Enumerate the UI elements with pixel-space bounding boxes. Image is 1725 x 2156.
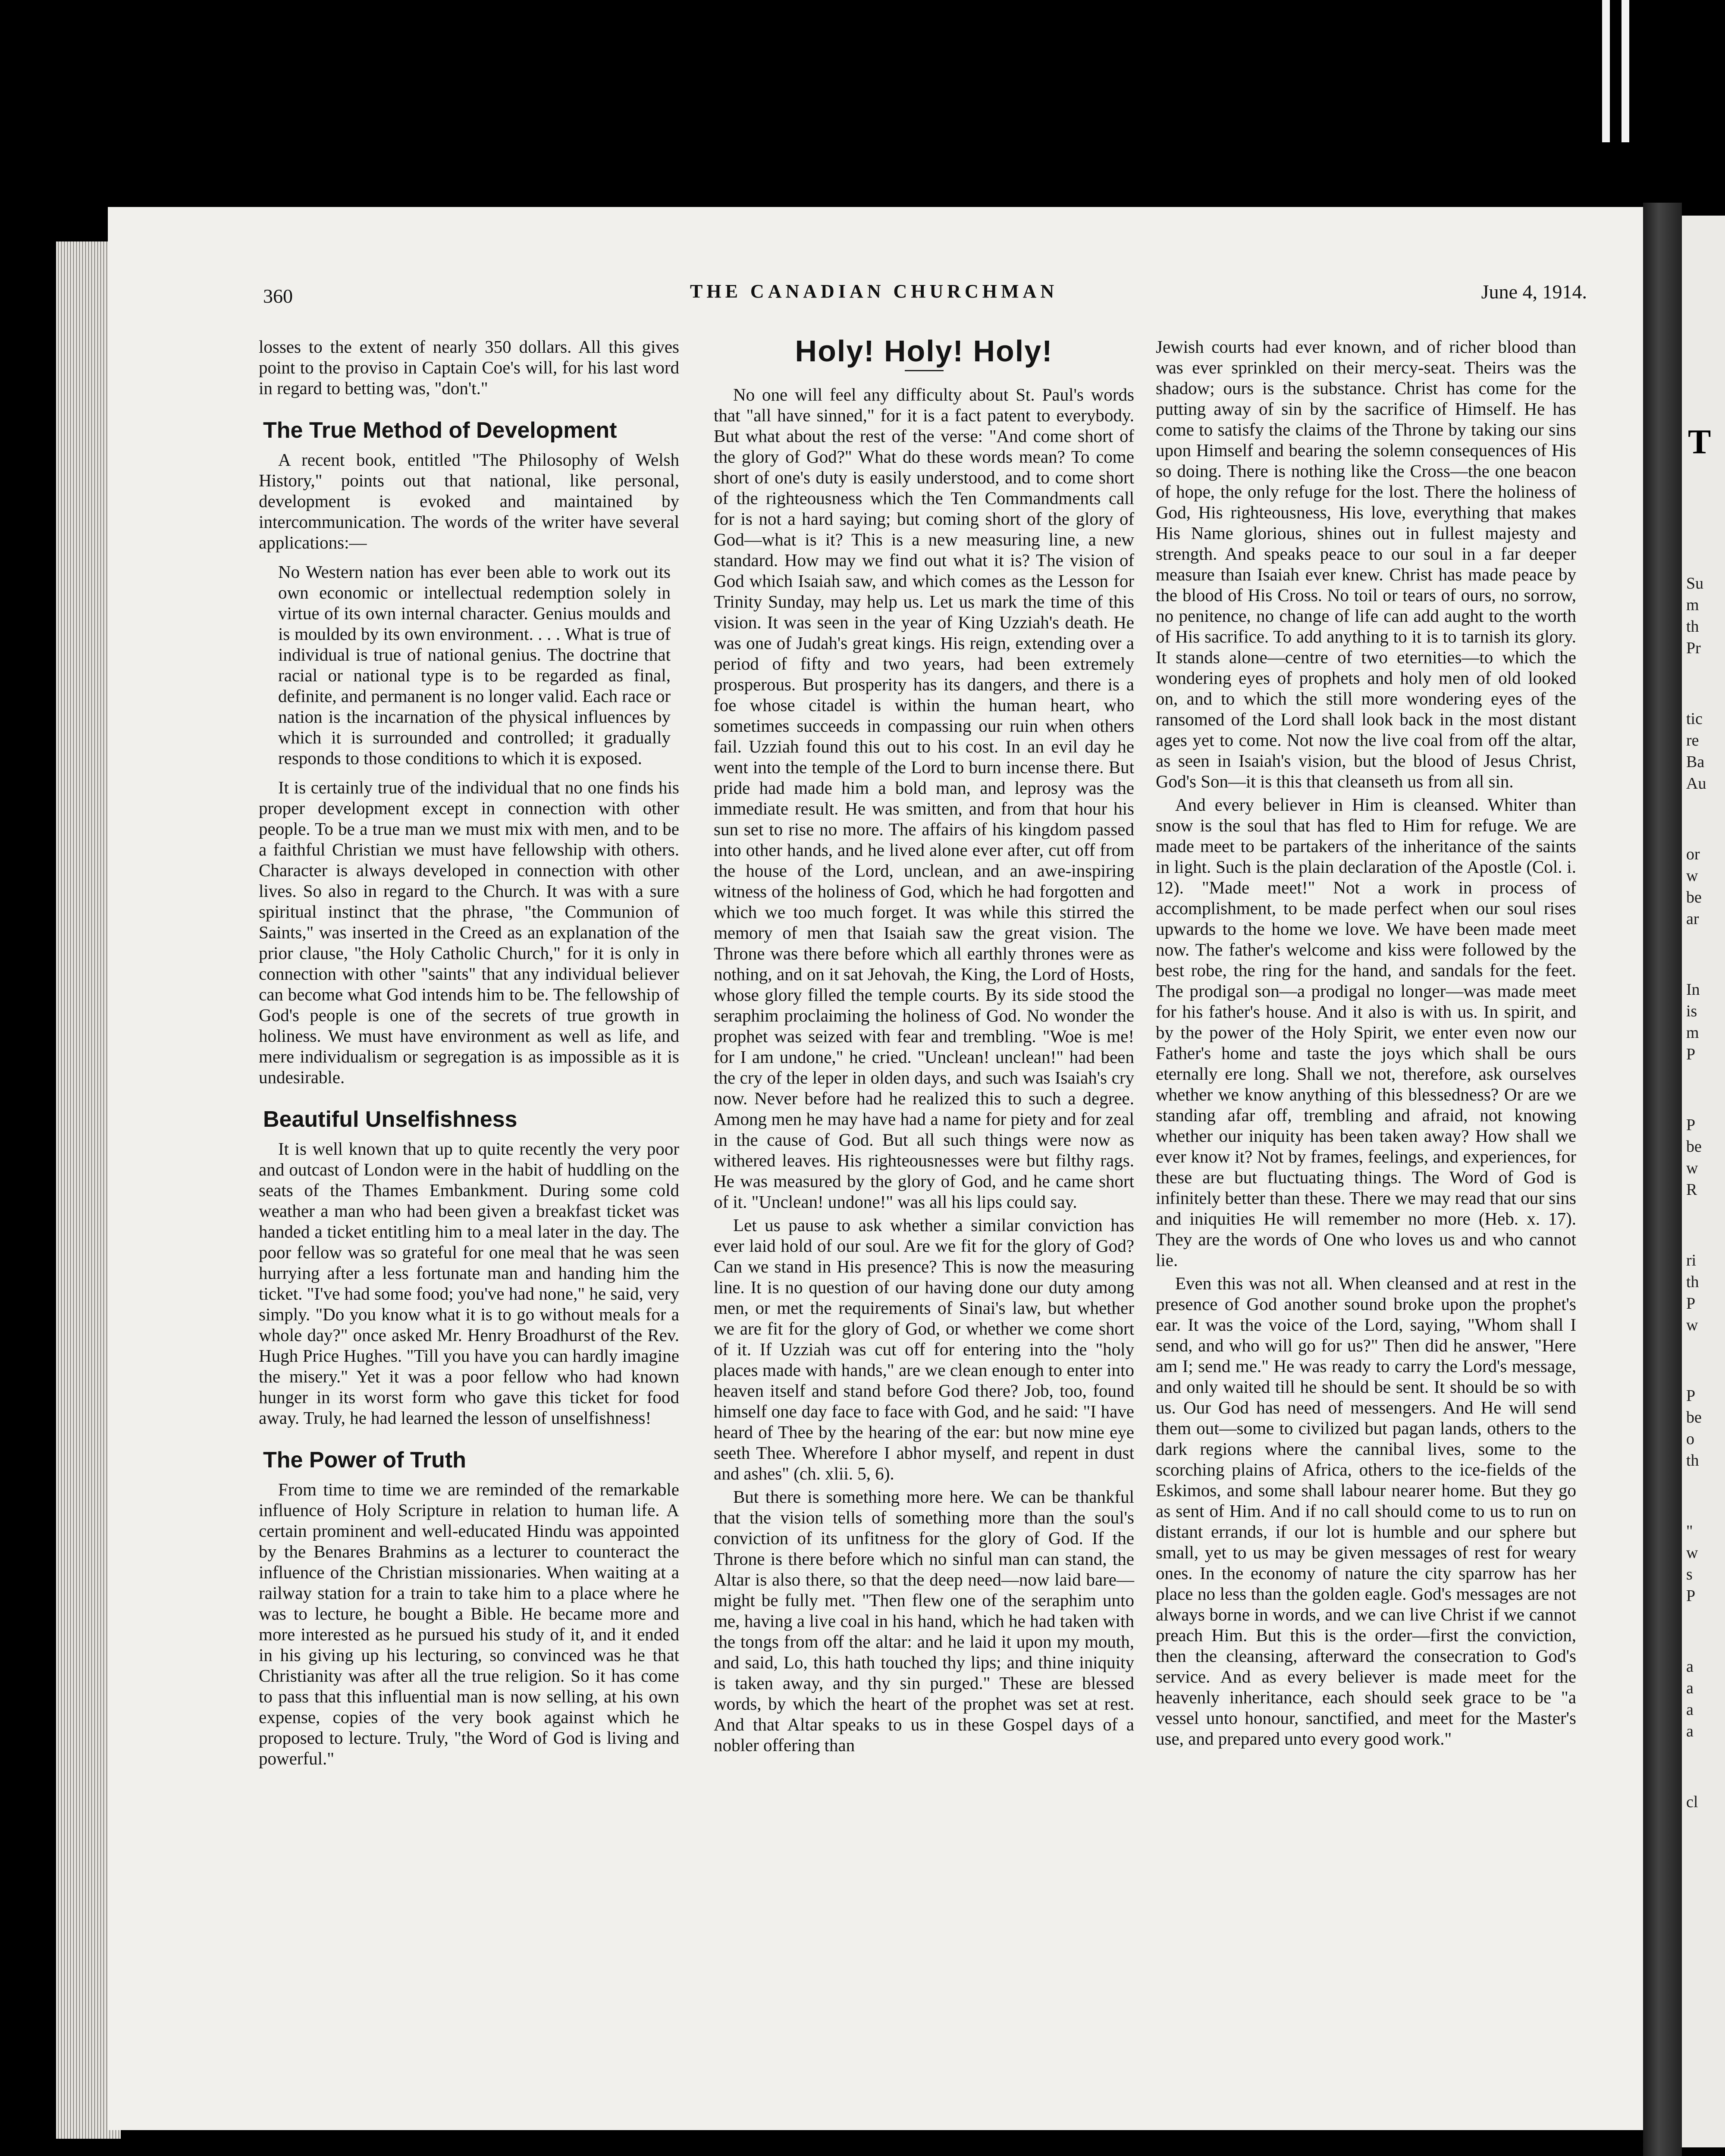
adjacent-page-line-fragment: be xyxy=(1686,888,1702,906)
adjacent-page-line-fragment: a xyxy=(1686,1679,1694,1697)
adjacent-page-line-fragment: th xyxy=(1686,1273,1699,1291)
adjacent-page-heading: T xyxy=(1688,423,1711,461)
paragraph: It is well known that up to quite recently the very poor and outcast of London were in the habit of huddling on the seats of the Thames Embankment. During some cold weather a man who had been given a breakfast ticket was handed a ticket entitling him to a meal later in the day. The poor fellow was so grateful for one meal that he was seen hurrying after a less fortunate man and handing him the ticket. "I've had some food; you've had none," he said, very simply. "Do you know what it is to go without meals for a whole day?" once asked Mr. Henry Broadhurst of the Rev. Hugh Price Hughes. "Till you have you can hardly imagine the misery." Yet it was a poor fellow who had known hunger in its worst form who gave this ticket for food away. Truly, he had learned the lesson of unselfishness! xyxy=(259,1139,679,1428)
adjacent-page-line-fragment: m xyxy=(1686,1024,1699,1042)
binding-bar xyxy=(1622,0,1629,142)
adjacent-page-line-fragment: P xyxy=(1686,1116,1696,1134)
adjacent-page-line-fragment: Ba xyxy=(1686,753,1705,771)
intro-paragraph: losses to the extent of nearly 350 dollars. All this gives point to the proviso in Captain Coe's will, for his last word in regard to betting was, "don't." xyxy=(259,337,679,398)
adjacent-page-fragment xyxy=(1682,216,1725,2147)
adjacent-page-line-fragment: P xyxy=(1686,1294,1696,1313)
book-gutter xyxy=(1643,203,1682,2156)
adjacent-page-line-fragment: m xyxy=(1686,596,1699,614)
adjacent-page-lines xyxy=(1682,574,1725,1811)
left-column xyxy=(259,336,679,1771)
paragraph: And every believer in Him is cleansed. Whiter than snow is the soul that has fled to Him for refuge. We are made meet to be partakers of the inheritance of the saints in light. Such is the plain declaration of the Apostle (Col. i. 12). "Made meet!" Not a work in process of accomplishment, to be made perfect when our soul rises upwards to the home we love. We have been made meet now. The father's welcome and kiss were followed by the best robe, the ring for the hand, and sandals for the feet. The prodigal son—a prodigal no longer—was made meet for his father's house. And it also is with us. In spirit, and by the power of the Holy Spirit, we enter even now our Father's home and taste the joys which shall be ours eternally ere long. Shall we not, therefore, ask ourselves whether we know anything of this blessedness? Or are we standing afar off, trembling and afraid, not knowing whether our iniquity has been taken away? How shall we ever know it? Not by frames, feelings, and experiences, for these are but fluctuating things. The Word of God is infinitely better than these. There we may read that our sins and iniquities He will remember no more (Heb. x. 17). They are the words of One who loves us and who cannot lie. xyxy=(1156,795,1576,1270)
page-number: 360 xyxy=(263,285,293,307)
adjacent-page-line-fragment: R xyxy=(1686,1181,1697,1199)
adjacent-page-line-fragment: be xyxy=(1686,1408,1702,1426)
section-heading: Beautiful Unselfishness xyxy=(263,1107,518,1132)
adjacent-page-line-fragment: P xyxy=(1686,1045,1696,1063)
title-rule xyxy=(905,370,944,371)
page-header xyxy=(259,280,1596,310)
adjacent-page-line-fragment: a xyxy=(1686,1658,1694,1676)
article-title: Holy! Holy! Holy! xyxy=(795,334,1053,368)
adjacent-page-line-fragment: In xyxy=(1686,981,1700,999)
issue-date: June 4, 1914. xyxy=(1481,281,1587,303)
adjacent-page-line-fragment: w xyxy=(1686,1544,1698,1562)
adjacent-page-line-fragment: cl xyxy=(1686,1793,1698,1811)
block-quote xyxy=(278,561,671,768)
paragraph: From time to time we are reminded of the remarkable influence of Holy Scripture in relation to human life. A certain prominent and well-educated Hindu was appointed by the Benares Brahmins as a lecturer to counteract the influence of the Christian missionaries. When waiting at a railway station for a train to take him to a place where he was to lecture, he bought a Bible. He became more and more interested as he pursued his study of it, and it ended in his giving up his lecturing, so convinced was he that Christianity was after all the true religion. So it has come to pass that this influential man is now selling, at his own expense, copies of the very book against which he proposed to lecture. Truly, "the Word of God is living and powerful." xyxy=(259,1479,679,1768)
adjacent-page-line-fragment: w xyxy=(1686,867,1698,885)
adjacent-page-line-fragment: Pr xyxy=(1686,639,1701,657)
section-heading: The True Method of Development xyxy=(263,418,617,443)
paragraph: Let us pause to ask whether a similar conviction has ever laid hold of our soul. Are we fit for the glory of God? Can we stand in His presence? This is now the measuring line. It is no question of our having done our duty among men, or met the requirements of Sinai's law, but whether we are fit for the glory of God, or whether we come short of it. If Uzziah was cut off for entering into the "holy places made with hands," are we clean enough to enter into heaven itself and stand before God there? Job, too, found himself one day face to face with God, and he said: "I have heard of Thee by the hearing of the ear: but now mine eye seeth Thee. Wherefore I abhor myself, and repent in dust and ashes" (ch. xlii. 5, 6). xyxy=(714,1215,1134,1483)
adjacent-page-line-fragment: a xyxy=(1686,1722,1694,1740)
adjacent-page-line-fragment: tic xyxy=(1686,710,1703,728)
adjacent-page-line-fragment: be xyxy=(1686,1138,1702,1156)
adjacent-page-line-fragment: " xyxy=(1686,1522,1693,1540)
adjacent-page-line-fragment: Au xyxy=(1686,774,1706,793)
quote-text: No Western nation has ever been able to work out its own economic or intellectual redemption solely in virtue of its own internal character. Genius moulds and is moulded by its own environment. . . . What is true of individual is true of national genius. The doctrine that racial or national type is to be regarded as final, definite, and permanent is no longer valid. Each race or nation is the incarnation of the physical influences by which it is surrounded and controlled; it gradually responds to those conditions to which it is exposed. xyxy=(278,562,671,768)
adjacent-page-line-fragment: Su xyxy=(1686,574,1704,592)
right-column xyxy=(1156,336,1576,1752)
adjacent-page-line-fragment: ri xyxy=(1686,1251,1697,1269)
adjacent-page-line-fragment: ar xyxy=(1686,910,1699,928)
adjacent-page-line-fragment: re xyxy=(1686,731,1699,749)
paragraph: It is certainly true of the individual that no one finds his proper development except in connection with other people. To be a true man we must mix with men, and to be a faithful Christian we must have fellowship with others. Character is always developed in connection with other lives. So also in regard to the Church. It was with a sure spiritual instinct that the phrase, "the Communion of Saints," was inserted in the Creed as an explanation of the prior clause, "the Holy Catholic Church," for it is only in connection with other "saints" that any individual believer can become what God intends him to be. The fellowship of God's people is one of the secrets of true growth in holiness. We must have environment as well as life, and mere individualism or segregation is as impossible as it is undesirable. xyxy=(259,777,679,1087)
paragraph: But there is something more here. We can be thankful that the vision tells of something more than the soul's conviction of its unfitness for the glory of God. If the Throne is there before which no sinful man can stand, the Altar is also there, so that the deep need—now laid bare—might be fully met. "Then flew one of the seraphim unto me, having a live coal in his hand, which he had taken with the tongs from off the altar: and he laid it upon my mouth, and said, Lo, this hath touched thy lips; and thine iniquity is taken away, and thy sin purged." These are blessed words, by which the heart of the prophet was set at rest. And that Altar speaks to us in these Gospel days of a nobler offering than xyxy=(714,1487,1134,1755)
adjacent-page-line-fragment: s xyxy=(1686,1565,1693,1583)
middle-column xyxy=(714,336,1134,1758)
publication-title: THE CANADIAN CHURCHMAN xyxy=(690,281,1058,302)
adjacent-page-line-fragment: th xyxy=(1686,1451,1699,1470)
section-heading: The Power of Truth xyxy=(263,1448,466,1473)
adjacent-page-line-fragment: w xyxy=(1686,1316,1698,1334)
paragraph: No one will feel any difficulty about St. Paul's words that "all have sinned," for it is a fact patent to everybody. But what about the rest of the verse: "And come short of the glory of God?" What do these words mean? To come short of one's duty is easily understood, and to come short of the righteousness which the Ten Commandments call for is not a hard saying; but coming short of the glory of God—what is it? This is a new measuring line, a new standard. How may we find out what it is? The vision of God which Isaiah saw, and which comes as the Lesson for Trinity Sunday, may help us. Let us mark the time of this vision. It was seen in the year of King Uzziah's death. He was one of Judah's great kings. His reign, extending over a period of fifty and two years, had been extremely prosperous. But prosperity has its dangers, and there is a foe whose citadel is within the human heart, who sometimes succeeds in compassing our ruin when others fail. Uzziah found this out to his cost. In an evil day he went into the temple of the Lord to burn incense there. But pride had made him a bold man, and leprosy was the immediate result. He was smitten, and from that hour his sun set to rise no more. The affairs of his kingdom passed into other hands, and he lived alone ever after, cut off from the house of the Lord, unclean, and an awe-inspiring witness of the holiness of God, which he had forgotten and which we too much forget. It was while this stirred the memory of men that Isaiah saw the great vision. The Throne was there before which all earthly thrones were as nothing, and on it sat Jehovah, the King, the Lord of Hosts, whose glory filled the temple courts. By its side stood the seraphim proclaiming the holiness of God. No wonder the prophet was seized with fear and trembling. "Woe is me! for I am undone," he cried. "Unclean! unclean!" had been the cry of the leper in olden days, and such was Isaiah's cry now. Never before had he realized this to such a degree. Among men he may have had a name for piety and for zeal in the cause of God. But all such things were now as withered leaves. His righteousnesses were but filthy rags. He was measured by the glory of God, and he came short of it. "Unclean! undone!" was all his lips could say. xyxy=(714,385,1134,1212)
paragraph: A recent book, entitled "The Philosophy of Welsh History," points out that national, like personal, development is evoked and maintained by intercommunication. The words of the writer have several applications:— xyxy=(259,450,679,552)
adjacent-page-line-fragment: P xyxy=(1686,1587,1696,1605)
adjacent-page-line-fragment: P xyxy=(1686,1387,1696,1405)
adjacent-page-line-fragment: a xyxy=(1686,1701,1694,1719)
adjacent-page-line-fragment: or xyxy=(1686,845,1700,863)
binding-bar xyxy=(1602,0,1610,142)
adjacent-page-line-fragment: o xyxy=(1686,1430,1694,1448)
paragraph: Even this was not all. When cleansed and at rest in the presence of God another sound broke upon the prophet's ear. It was the voice of the Lord, saying, "Whom shall I send, and who will go for us?" Then did he answer, "Here am I; send me." He was ready to carry the Lord's message, and only waited till he should be sent. It should be so with us. Our God has need of messengers. And He will send them out—some to civilized but pagan lands, others to the dark regions where the cannibal lives, some to the scorching plains of Africa, others to the ice-fields of the Eskimos, and some shall labour nearer home. But they go as sent of Him. And if no call should come to us to run on distant errands, if our lot is humble and our sphere but small, yet to us may be given messages of rest for weary ones. In the economy of nature the city sparrow has her place no less than the golden eagle. God's messages are not always borne in words, and we can live Christ if we cannot preach Him. But this is the order—first the conviction, then the cleansing, afterward the consecration to God's service. And as every believer is made meet for the heavenly inheritance, each should seek grace to be "a vessel unto honour, sanctified, and meet for the Master's use, and prepared unto every good work." xyxy=(1156,1273,1576,1749)
paragraph: Jewish courts had ever known, and of richer blood than was ever sprinkled on their mercy-seat. Theirs was the shadow; ours is the substance. Christ has come for the putting away of sin by the sacrifice of Himself. He has come to satisfy the claims of the Throne by taking our sins upon Himself and bearing the solemn consequences of His so doing. There is nothing like the Cross—the one beacon of hope, the only refuge for the lost. There the holiness of God, His righteousness, His love, everything that makes His Name glorious, shines out in fullest majesty and strength. And speaks peace to our soul in a far deeper measure than Isaiah ever knew. Christ has made peace by the blood of His Cross. No toil or tears of ours, no sorrow, no penitence, no change of life can add aught to the worth of His sacrifice. To add anything to it is to tarnish its glory. It stands alone—centre of two eternities—to which the wondering eyes of prophets and holy men of old looked on, and to which the still more wondering eyes of the ransomed of the Lord shall look back in the most distant ages yet to come. Not now the live coal from off the altar, as seen in Isaiah's vision, but the blood of Jesus Christ, God's Son—it is this that cleanseth us from all sin. xyxy=(1156,337,1576,791)
adjacent-page-line-fragment: is xyxy=(1686,1002,1697,1020)
adjacent-page-line-fragment: w xyxy=(1686,1159,1698,1177)
adjacent-page-line-fragment: th xyxy=(1686,617,1699,636)
